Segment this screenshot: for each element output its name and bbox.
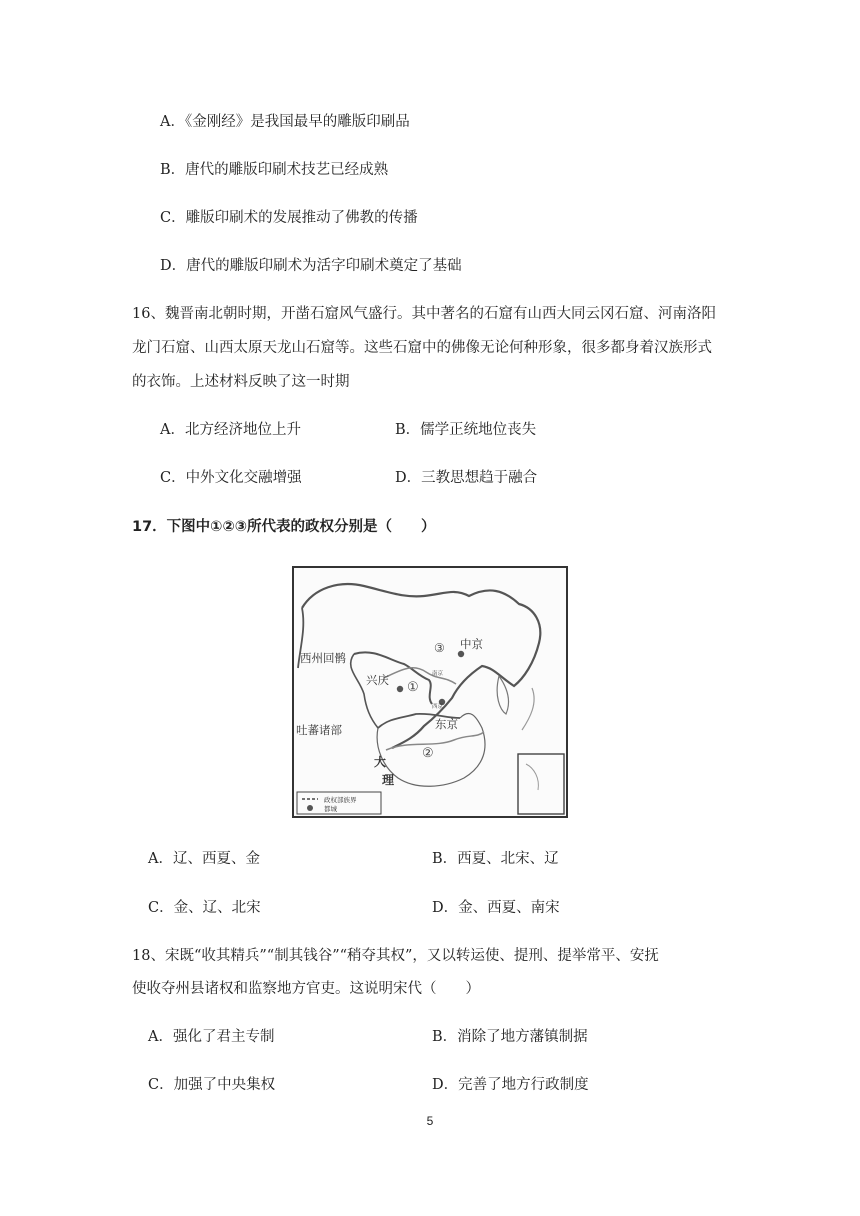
q18-stem-line2: 使收夺州县诸权和监察地方官吏。这说明宋代（ ） [132,981,480,997]
south-sea-inset [518,754,564,814]
map-label-3: ③ [434,641,445,655]
map-label-xingqing: 兴庆 [366,673,389,687]
q17-option-d: D．金、西夏、南宋 [432,900,560,916]
map-drawing [294,568,566,816]
q15-option-c: C．雕版印刷术的发展推动了佛教的传播 [160,210,418,226]
map-label-xizhou-huihu: 西州回鹘 [300,651,346,665]
map-label-xijing: 西京 [432,704,444,710]
q16-option-a: A．北方经济地位上升 [160,422,301,438]
map-label-dali-1: 大 [374,755,387,769]
map-label-dongjing: 东京 [435,717,458,731]
map-label-nanjing: 南京 [432,671,444,677]
q17-stem: 17．下图中①②③所代表的政权分别是（ ） [132,519,436,535]
q18-option-b: B．消除了地方藩镇制据 [432,1029,588,1045]
map-label-zhongjing: 中京 [460,637,483,651]
inset-coast [526,764,538,790]
zhongjing-capital-dot [458,651,464,657]
q16-stem-line2: 龙门石窟、山西太原天龙山石窟等。这些石窟中的佛像无论何种形象，很多都身着汉族形式 [132,340,712,356]
q15-option-a: A．《金刚经》是我国最早的雕版印刷品 [160,114,410,130]
xia-western-boundary [351,654,378,728]
map-label-tubo: 吐蕃诸部 [296,723,342,737]
q16-option-b: B．儒学正统地位丧失 [395,422,537,438]
q17-option-b: B．西夏、北宋、辽 [432,851,559,867]
legend-border-label: 政权部族界 [324,796,357,804]
song-liao-xia-map [292,566,568,818]
q17-option-c: C．金、辽、北宋 [148,900,261,916]
q18-stem-line1: 18、宋既“收其精兵”“制其钱谷”“稍夺其权”，又以转运使、提刑、提举常平、安抚 [132,948,659,964]
q18-option-a: A．强化了君主专制 [148,1029,275,1045]
map-label-1: ① [407,680,419,695]
legend-capital-label: 都城 [324,805,337,813]
q15-option-d: D．唐代的雕版印刷术为活字印刷术奠定了基础 [160,258,462,274]
q15-option-b: B．唐代的雕版印刷术技艺已经成熟 [160,162,389,178]
yangtze-river [386,732,484,750]
q18-option-d: D．完善了地方行政制度 [432,1077,589,1093]
map-label-2: ② [422,746,434,761]
xingqing-capital-dot [397,686,403,692]
q16-stem-line1: 16、魏晋南北朝时期，开凿石窟风气盛行。其中著名的石窟有山西大同云冈石窟、河南洛阳 [132,306,716,322]
q16-option-d: D．三教思想趋于融合 [395,470,538,486]
q16-stem-line3: 的衣饰。上述材料反映了这一时期 [132,374,350,390]
page-number: 5 [426,1114,434,1128]
map-label-dali-2: 理 [382,773,395,787]
q17-option-a: A．辽、西夏、金 [148,851,260,867]
legend-capital-swatch [307,805,313,811]
q18-option-c: C．加强了中央集权 [148,1077,276,1093]
q16-option-c: C．中外文化交融增强 [160,470,302,486]
japan-islands [522,688,534,730]
